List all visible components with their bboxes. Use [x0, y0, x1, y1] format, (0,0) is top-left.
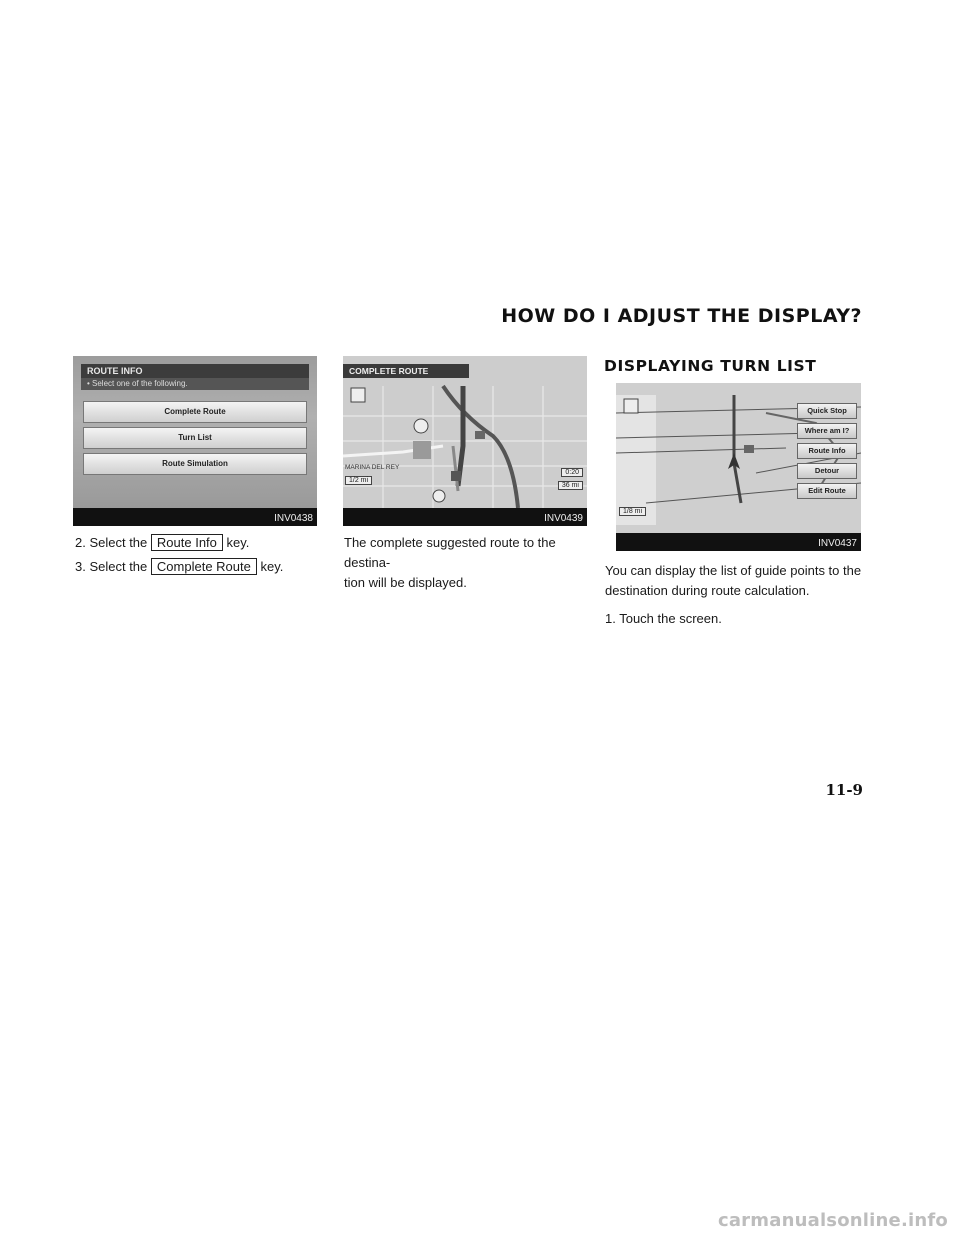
step-1: 1. Touch the screen. [605, 611, 722, 626]
page-title: HOW DO I ADJUST THE DISPLAY? [501, 305, 862, 327]
complete-route-button[interactable]: Complete Route [83, 401, 307, 423]
turn-list-button[interactable]: Turn List [83, 427, 307, 449]
scale-indicator: 1/8 mi [619, 507, 646, 516]
screen-title: ROUTE INFO [81, 364, 309, 378]
step-2: 2. Select the Route Info key. [75, 535, 250, 550]
scale-indicator: 1/2 mi [345, 476, 372, 485]
section-title: DISPLAYING TURN LIST [604, 357, 817, 375]
where-am-i-button[interactable]: Where am I? [797, 423, 857, 439]
watermark: carmanualsonline.info [717, 1210, 948, 1231]
detour-button[interactable]: Detour [797, 463, 857, 479]
step-3: 3. Select the Complete Route key. [75, 559, 284, 574]
column-3-text [605, 561, 865, 629]
edit-route-button[interactable]: Edit Route [797, 483, 857, 499]
street-label: MARINA DEL REY [345, 464, 400, 471]
distance-indicator: 36 mi [558, 481, 583, 490]
page-number: 11-9 [825, 781, 863, 799]
paragraph-line: tion will be displayed. [344, 575, 467, 590]
map-graphic [343, 356, 587, 508]
figure-id: INV0438 [274, 513, 313, 524]
paragraph-line: destination during route calculation. [605, 583, 810, 598]
screen-title: COMPLETE ROUTE [343, 364, 469, 378]
route-info-key: Route Info [151, 534, 223, 551]
route-info-button[interactable]: Route Info [797, 443, 857, 459]
paragraph-line: You can display the list of guide points to the [605, 563, 862, 578]
figure-map-menu-screen [616, 383, 861, 551]
quick-stop-button[interactable]: Quick Stop [797, 403, 857, 419]
column-2-text [344, 533, 594, 593]
figure-id: INV0437 [818, 538, 857, 549]
column-1-text [75, 533, 325, 581]
screen-subtitle: • Select one of the following. [81, 378, 309, 390]
figure-route-info-screen [73, 356, 317, 526]
figure-complete-route-map [343, 356, 587, 526]
figure-id: INV0439 [544, 513, 583, 524]
paragraph-line: The complete suggested route to the destina- [344, 535, 556, 570]
time-indicator: 0:20 [561, 468, 583, 477]
complete-route-key: Complete Route [151, 558, 257, 575]
route-simulation-button[interactable]: Route Simulation [83, 453, 307, 475]
